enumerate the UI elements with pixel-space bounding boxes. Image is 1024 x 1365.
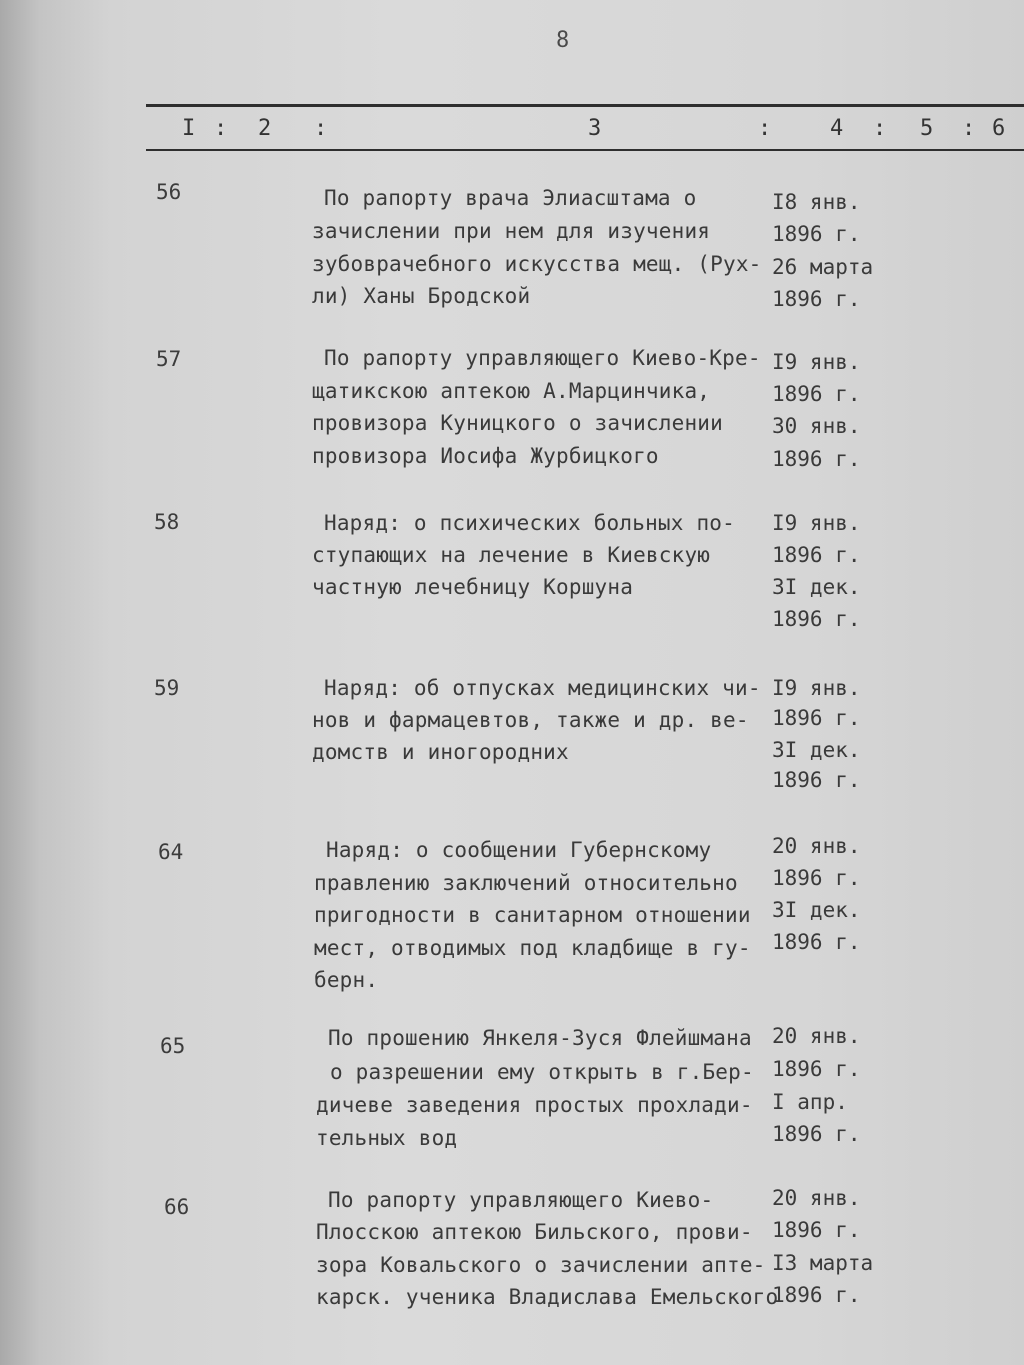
entry-number: 56 bbox=[156, 180, 182, 204]
entry-date: 1896 г. bbox=[772, 1057, 861, 1081]
entry-text-line: карск. ученика Владислава Емельского bbox=[316, 1285, 779, 1309]
entry-text-line: зора Ковальского о зачислении апте- bbox=[316, 1253, 766, 1277]
entry-date: 1896 г. bbox=[772, 222, 861, 246]
entry-number: 58 bbox=[154, 510, 180, 534]
entry-text-line: частную лечебницу Коршуна bbox=[312, 575, 634, 599]
entry-date: 26 марта bbox=[772, 255, 874, 279]
entry-text-line: дичеве заведения простых прохлади- bbox=[316, 1093, 753, 1117]
entry-text-line: тельных вод bbox=[316, 1126, 458, 1150]
header-top-rule bbox=[146, 104, 1024, 107]
entry-date: 20 янв. bbox=[772, 1024, 861, 1048]
entry-number: 65 bbox=[160, 1034, 186, 1058]
entry-text-line: зубоврачебного искусства мещ. (Рух- bbox=[312, 252, 762, 276]
entry-text-line: правлению заключений относительно bbox=[314, 871, 738, 895]
entry-date: 1896 г. bbox=[772, 768, 861, 792]
entry-date: I3 марта bbox=[772, 1251, 874, 1275]
entry-date: 1896 г. bbox=[772, 866, 861, 890]
entry-text-line: Наряд: о сообщении Губернскому bbox=[326, 838, 712, 862]
entry-text-line: мест, отводимых под кладбище в гу- bbox=[314, 936, 751, 960]
entry-date: 1896 г. bbox=[772, 382, 861, 406]
entry-date: 30 янв. bbox=[772, 414, 861, 438]
entry-date: 1896 г. bbox=[772, 1122, 861, 1146]
entry-date: 3I дек. bbox=[772, 575, 861, 599]
entry-text-line: пригодности в санитарном отношении bbox=[314, 903, 751, 927]
entry-text-line: По рапорту управляющего Киево- bbox=[328, 1188, 714, 1212]
entry-date: 1896 г. bbox=[772, 706, 861, 730]
entry-text-line: По рапорту управляющего Киево-Кре- bbox=[324, 346, 761, 370]
column-separator: : bbox=[758, 116, 772, 141]
header-bottom-rule bbox=[146, 149, 1024, 151]
entry-text-line: нов и фармацевтов, также и др. ве- bbox=[312, 708, 749, 732]
entry-date: 1896 г. bbox=[772, 607, 861, 631]
column-header-4: 4 bbox=[830, 116, 844, 141]
entry-text-line: провизора Иосифа Журбицкого bbox=[312, 444, 659, 468]
column-separator: : bbox=[314, 116, 328, 141]
entry-text-line: щатикскою аптекою А.Марцинчика, bbox=[312, 379, 711, 403]
entry-date: 20 янв. bbox=[772, 834, 861, 858]
entry-date: 3I дек. bbox=[772, 738, 861, 762]
entry-text-line: зачислении при нем для изучения bbox=[312, 219, 711, 243]
column-header-6: 6 bbox=[992, 116, 1006, 141]
entry-date: I9 янв. bbox=[772, 511, 861, 535]
entry-date: 1896 г. bbox=[772, 287, 861, 311]
column-header-3: 3 bbox=[588, 116, 602, 141]
entry-text-line: ли) Ханы Бродской bbox=[312, 284, 531, 308]
entry-date: I9 янв. bbox=[772, 350, 861, 374]
entry-text-line: домств и иногородних bbox=[312, 740, 569, 764]
entry-date: 1896 г. bbox=[772, 1283, 861, 1307]
entry-text-line: берн. bbox=[314, 968, 379, 992]
column-header-2: 2 bbox=[258, 116, 272, 141]
entry-text-line: ступающих на лечение в Киевскую bbox=[312, 543, 711, 567]
entry-date: 20 янв. bbox=[772, 1186, 861, 1210]
entry-date: I8 янв. bbox=[772, 190, 861, 214]
entry-date: 1896 г. bbox=[772, 543, 861, 567]
entry-date: 3I дек. bbox=[772, 898, 861, 922]
entry-text-line: Наряд: о психических больных по- bbox=[324, 511, 735, 535]
entry-date: 1896 г. bbox=[772, 1218, 861, 1242]
entry-text-line: Наряд: об отпусках медицинских чи- bbox=[324, 676, 761, 700]
entry-number: 57 bbox=[156, 347, 182, 371]
entry-number: 59 bbox=[154, 676, 180, 700]
column-separator: : bbox=[962, 116, 976, 141]
entry-text-line: Плосскою аптекою Бильского, прови- bbox=[316, 1220, 753, 1244]
entry-text-line: о разрешении ему открыть в г.Бер- bbox=[330, 1060, 754, 1084]
column-header-1: I bbox=[182, 116, 196, 141]
entry-text-line: провизора Куницкого о зачислении bbox=[312, 411, 723, 435]
entry-date: I апр. bbox=[772, 1090, 848, 1114]
column-header-5: 5 bbox=[920, 116, 934, 141]
entry-number: 64 bbox=[158, 840, 184, 864]
entry-date: 1896 г. bbox=[772, 930, 861, 954]
entry-text-line: По рапорту врача Элиасштама о bbox=[324, 186, 697, 210]
entry-text-line: По прошению Янкеля-Зуся Флейшмана bbox=[328, 1026, 752, 1050]
entry-date: I9 янв. bbox=[772, 676, 861, 700]
entry-number: 66 bbox=[164, 1195, 190, 1219]
page-number: 8 bbox=[556, 28, 570, 53]
column-separator: : bbox=[873, 116, 887, 141]
column-separator: : bbox=[214, 116, 228, 141]
entry-date: 1896 г. bbox=[772, 447, 861, 471]
